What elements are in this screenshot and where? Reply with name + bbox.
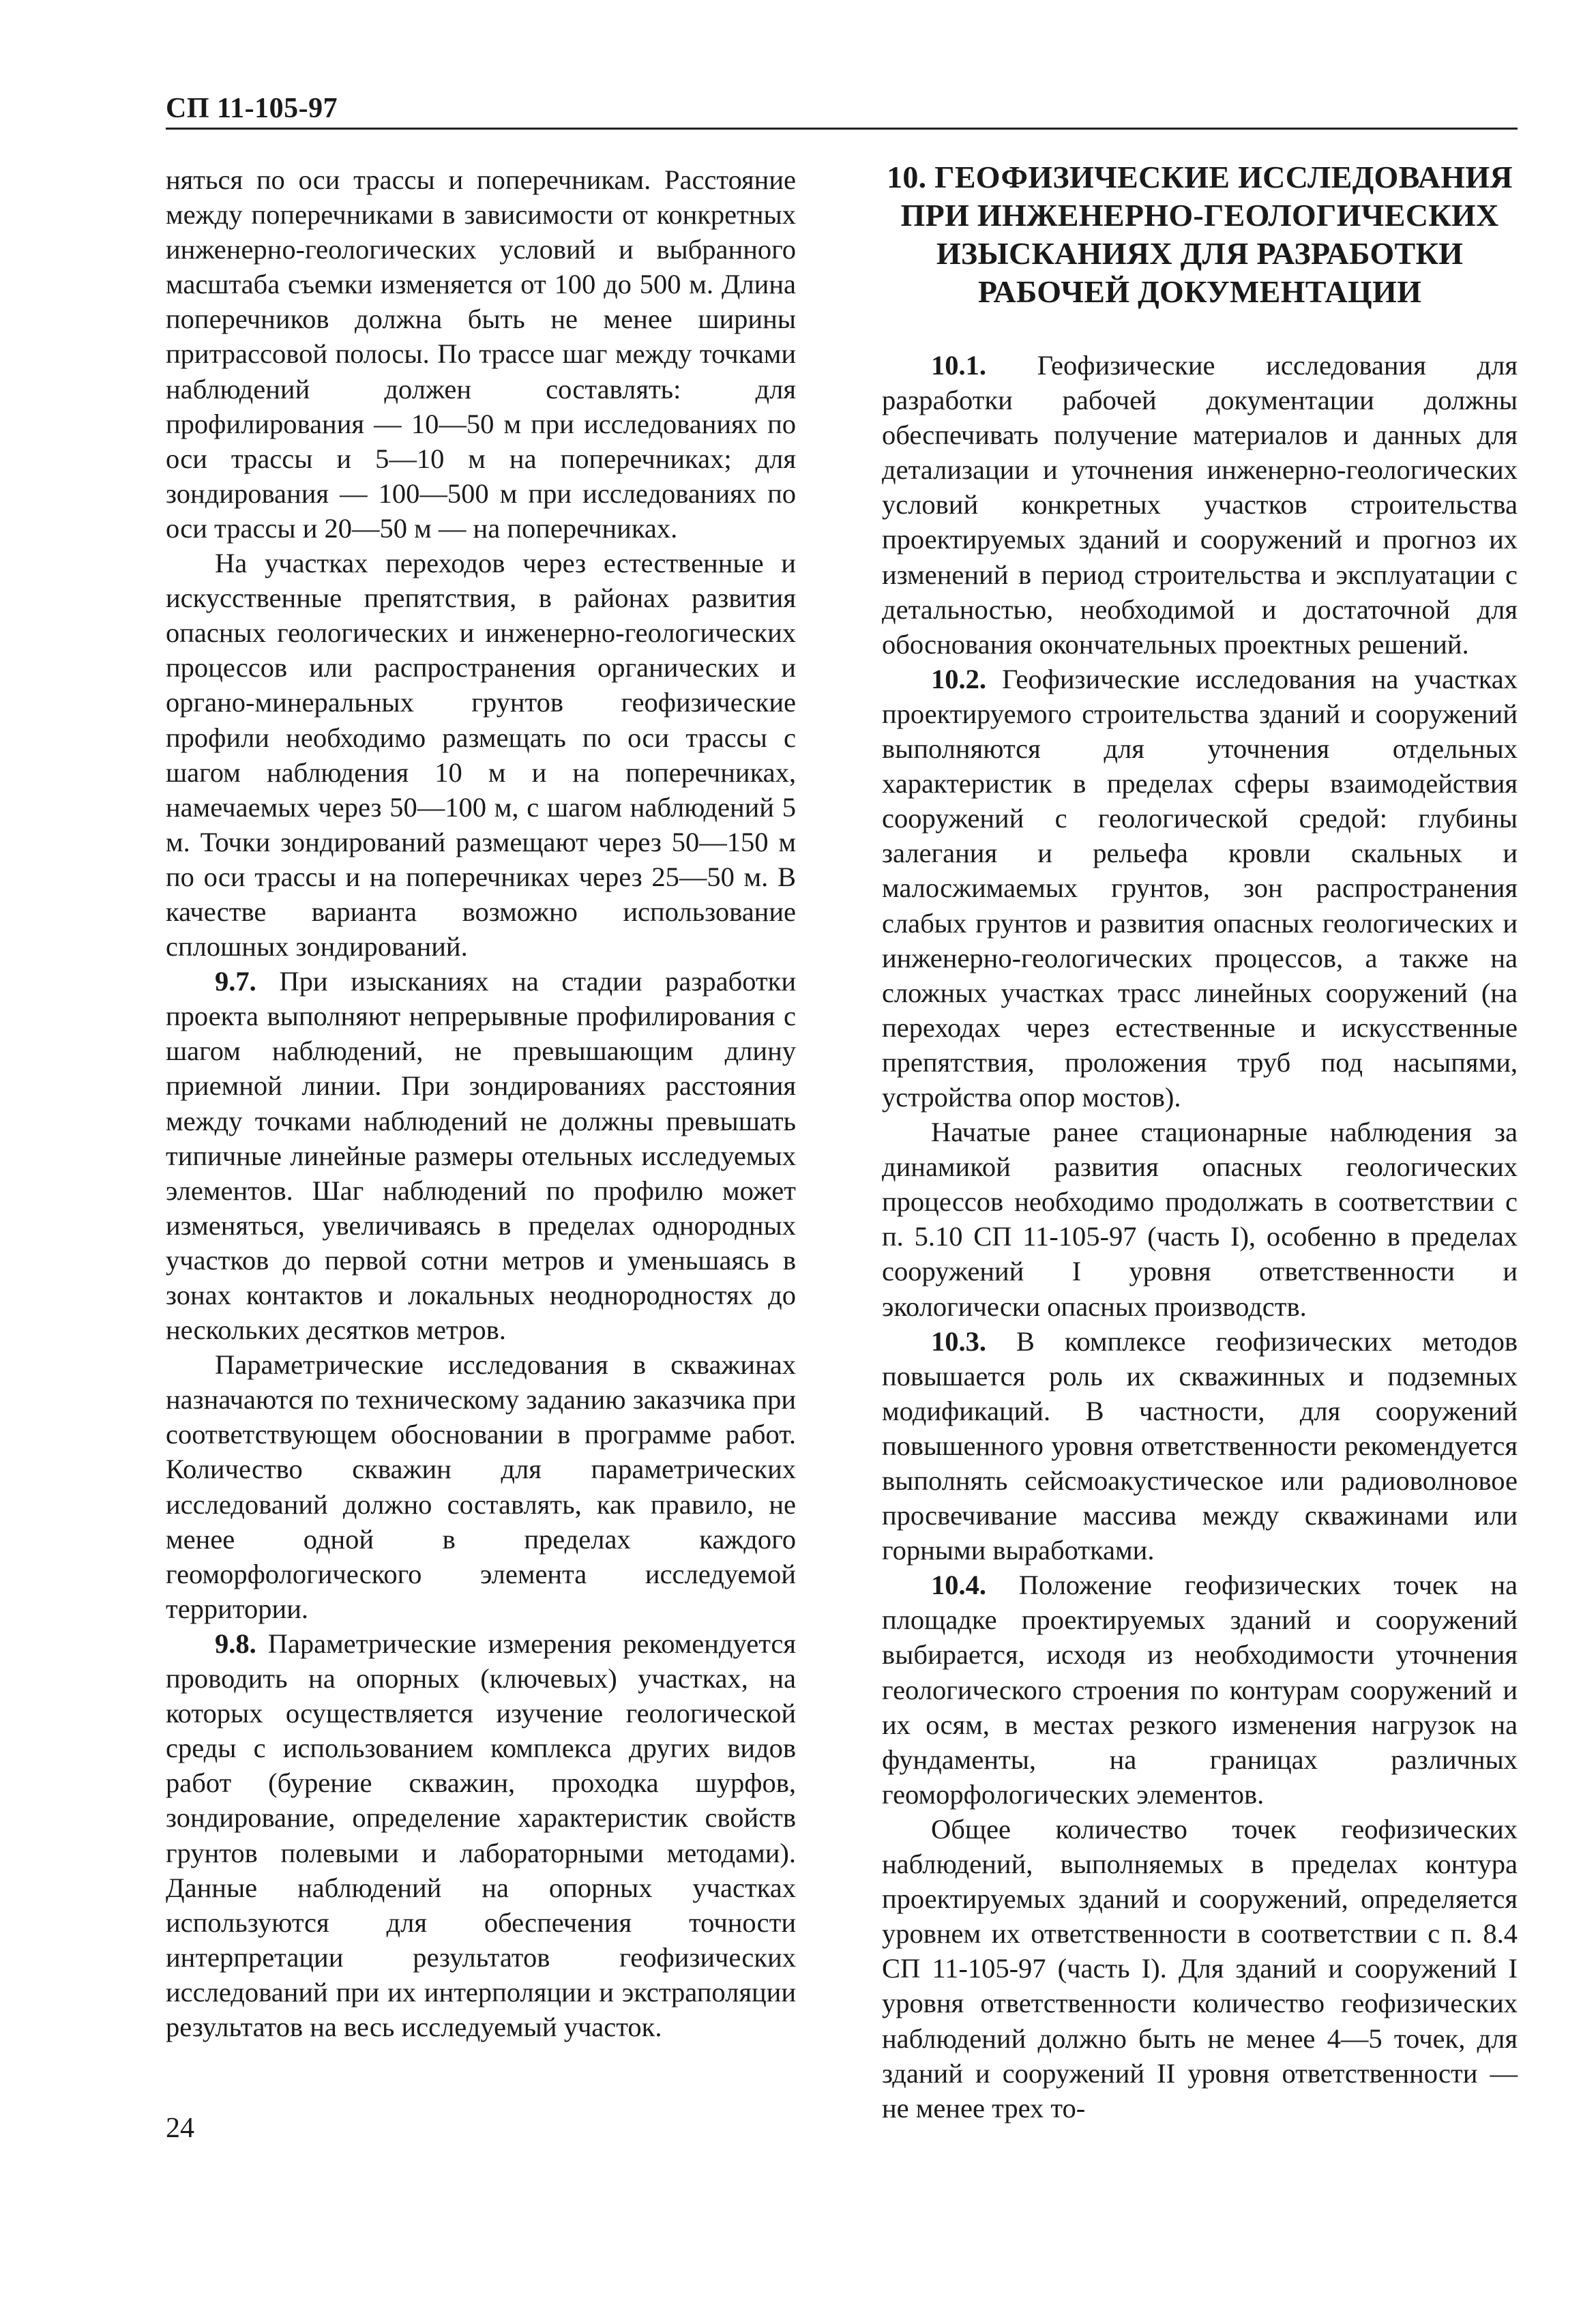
clause-number: 10.1. — [931, 350, 986, 381]
clause-number: 9.7. — [215, 966, 256, 997]
paragraph: Общее количество точек геофизических наблюдений, выполняемых в пределах контура проектируемых зданий и сооружений, определяется уровнем их ответственности в соответствии с п. 8.4 СП 11-105-97 (часть I). Для зданий и сооружений I уровня ответственности количество геофизических наблюдений должно быть не менее 4—5 точек, для зданий и сооружений II уровня ответственности — не менее трех то- — [882, 1813, 1518, 2123]
right-column — [882, 158, 1518, 2126]
left-column — [166, 162, 796, 2044]
page-number: 24 — [166, 2113, 194, 2144]
clause-text: Параметрические измерения рекомендуется проводить на опорных (ключевых) участках, на которых осуществляется изучение геологической среды с использованием комплекса других видов работ (бурение скважин, проходка шурфов, зондирование, определение характеристик свойств грунтов полевыми и лабораторными методами). Данные наблюдений на опорных участках используются для обеспечения точности интерпретации результатов геофизических исследований при их интерполяции и экстраполяции результатов на весь исследуемый участок. — [166, 1628, 796, 2042]
paragraph: няться по оси трассы и поперечникам. Расстояние между поперечниками в зависимости от конкретных инженерно-геологических условий и выбранного масштаба съемки изменяется от 100 до 500 м. Длина поперечников должна быть не менее ширины притрассовой полосы. По трассе шаг между точками наблюдений должен составлять: для профилирования — 10—50 м при исследованиях по оси трассы и 5—10 м на поперечниках; для зондирования — 100—500 м при исследованиях по оси трассы и 20—50 м — на поперечниках. — [166, 164, 796, 544]
clause-10-1 — [882, 348, 1518, 662]
paragraph: Начатые ранее стационарные наблюдения за динамикой развития опасных геологических процессов необходимо продолжать в соответствии с п. 5.10 СП 11-105-97 (часть I), особенно в пределах сооружений I уровня ответственности и экологически опасных производств. — [882, 1117, 1518, 1322]
clause-text: Геофизические исследования для разработки рабочей документации должны обеспечивать получение материалов и данных для детализации и уточнения инженерно-геологических условий конкретных участков строительства проектируемых зданий и сооружений и прогноз их изменений в период строительства и эксплуатации с детальностью, необходимой и достаточной для обоснования окончательных проектных решений. — [882, 350, 1518, 660]
document-code: СП 11-105-97 — [166, 93, 338, 124]
clause-9-8 — [166, 1626, 796, 2044]
clause-10-4 — [882, 1568, 1518, 1812]
clause-number: 10.4. — [931, 1570, 986, 1601]
clause-number: 10.2. — [931, 663, 986, 694]
clause-number: 10.3. — [931, 1325, 986, 1357]
paragraph: На участках переходов через естественные и искусственные препятствия, в районах развития опасных геологических и инженерно-геологических процессов или распространения органических и органо-минеральных грунтов геофизические профили необходимо размещать по оси трассы с шагом наблюдения 10 м и на поперечниках, намечаемых через 50—100 м, с шагом наблюдений 5 м. Точки зондирований размещают через 50—150 м по оси трассы и на поперечниках через 25—50 м. В качестве варианта возможно использование сплошных зондирований. — [166, 548, 796, 962]
clause-10-2 — [882, 662, 1518, 1115]
clause-text: При изысканиях на стадии разработки проекта выполняют непрерывные профилирования с шагом наблюдений, не превышающим длину приемной линии. При зондированиях расстояния между точками наблюдений не должны превышать типичные линейные размеры отельных исследуемых элементов. Шаг наблюдений по профилю может изменяться, увеличиваясь в пределах однородных участков до первой сотни метров и уменьшаясь в зонах контактов и локальных неоднородностях до нескольких десятков метров. — [166, 966, 796, 1346]
clause-9-7 — [166, 964, 796, 1347]
clause-text: В комплексе геофизических методов повышается роль их скважинных и подземных модификаций. В частности, для сооружений повышенного уровня ответственности рекомендуется выполнять сейсмоакустическое или радиоволновое просвечивание массива между скважинами или горными выработками. — [882, 1325, 1518, 1566]
section-title: 10. ГЕОФИЗИЧЕСКИЕ ИССЛЕДОВАНИЯ ПРИ ИНЖЕНЕРНО-ГЕОЛОГИЧЕСКИХ ИЗЫСКАНИЯХ ДЛЯ РАЗРАБОТКИ РАБОЧЕЙ ДОКУМЕНТАЦИИ — [887, 160, 1513, 309]
clause-number: 9.8. — [215, 1628, 256, 1659]
clause-10-3 — [882, 1324, 1518, 1568]
paragraph: Параметрические исследования в скважинах назначаются по техническому заданию заказчика при соответствующем обосновании в программе работ. Количество скважин для параметрических исследований должно составлять, как правило, не менее одной в пределах каждого геоморфологического элемента исследуемой территории. — [166, 1349, 796, 1624]
clause-text: Геофизические исследования на участках проектируемого строительства зданий и сооружений выполняются для уточнения отдельных характеристик в пределах сферы взаимодействия сооружений с геологической средой: глубины залегания и рельефа кровли скальных и малосжимаемых грунтов, зон распространения слабых грунтов и развития опасных геологических и инженерно-геологических процессов, а также на сложных участках трасс линейных сооружений (на переходах через естественные и искусственные препятствия, проложения труб под насыпями, устройства опор мостов). — [882, 663, 1518, 1113]
header-divider — [166, 128, 1518, 130]
clause-text: Положение геофизических точек на площадке проектируемых зданий и сооружений выбирается, исходя из необходимости уточнения геологического строения по контурам сооружений и их осям, в местах резкого изменения нагрузок на фундаменты, на границах различных геоморфологических элементов. — [882, 1570, 1518, 1810]
